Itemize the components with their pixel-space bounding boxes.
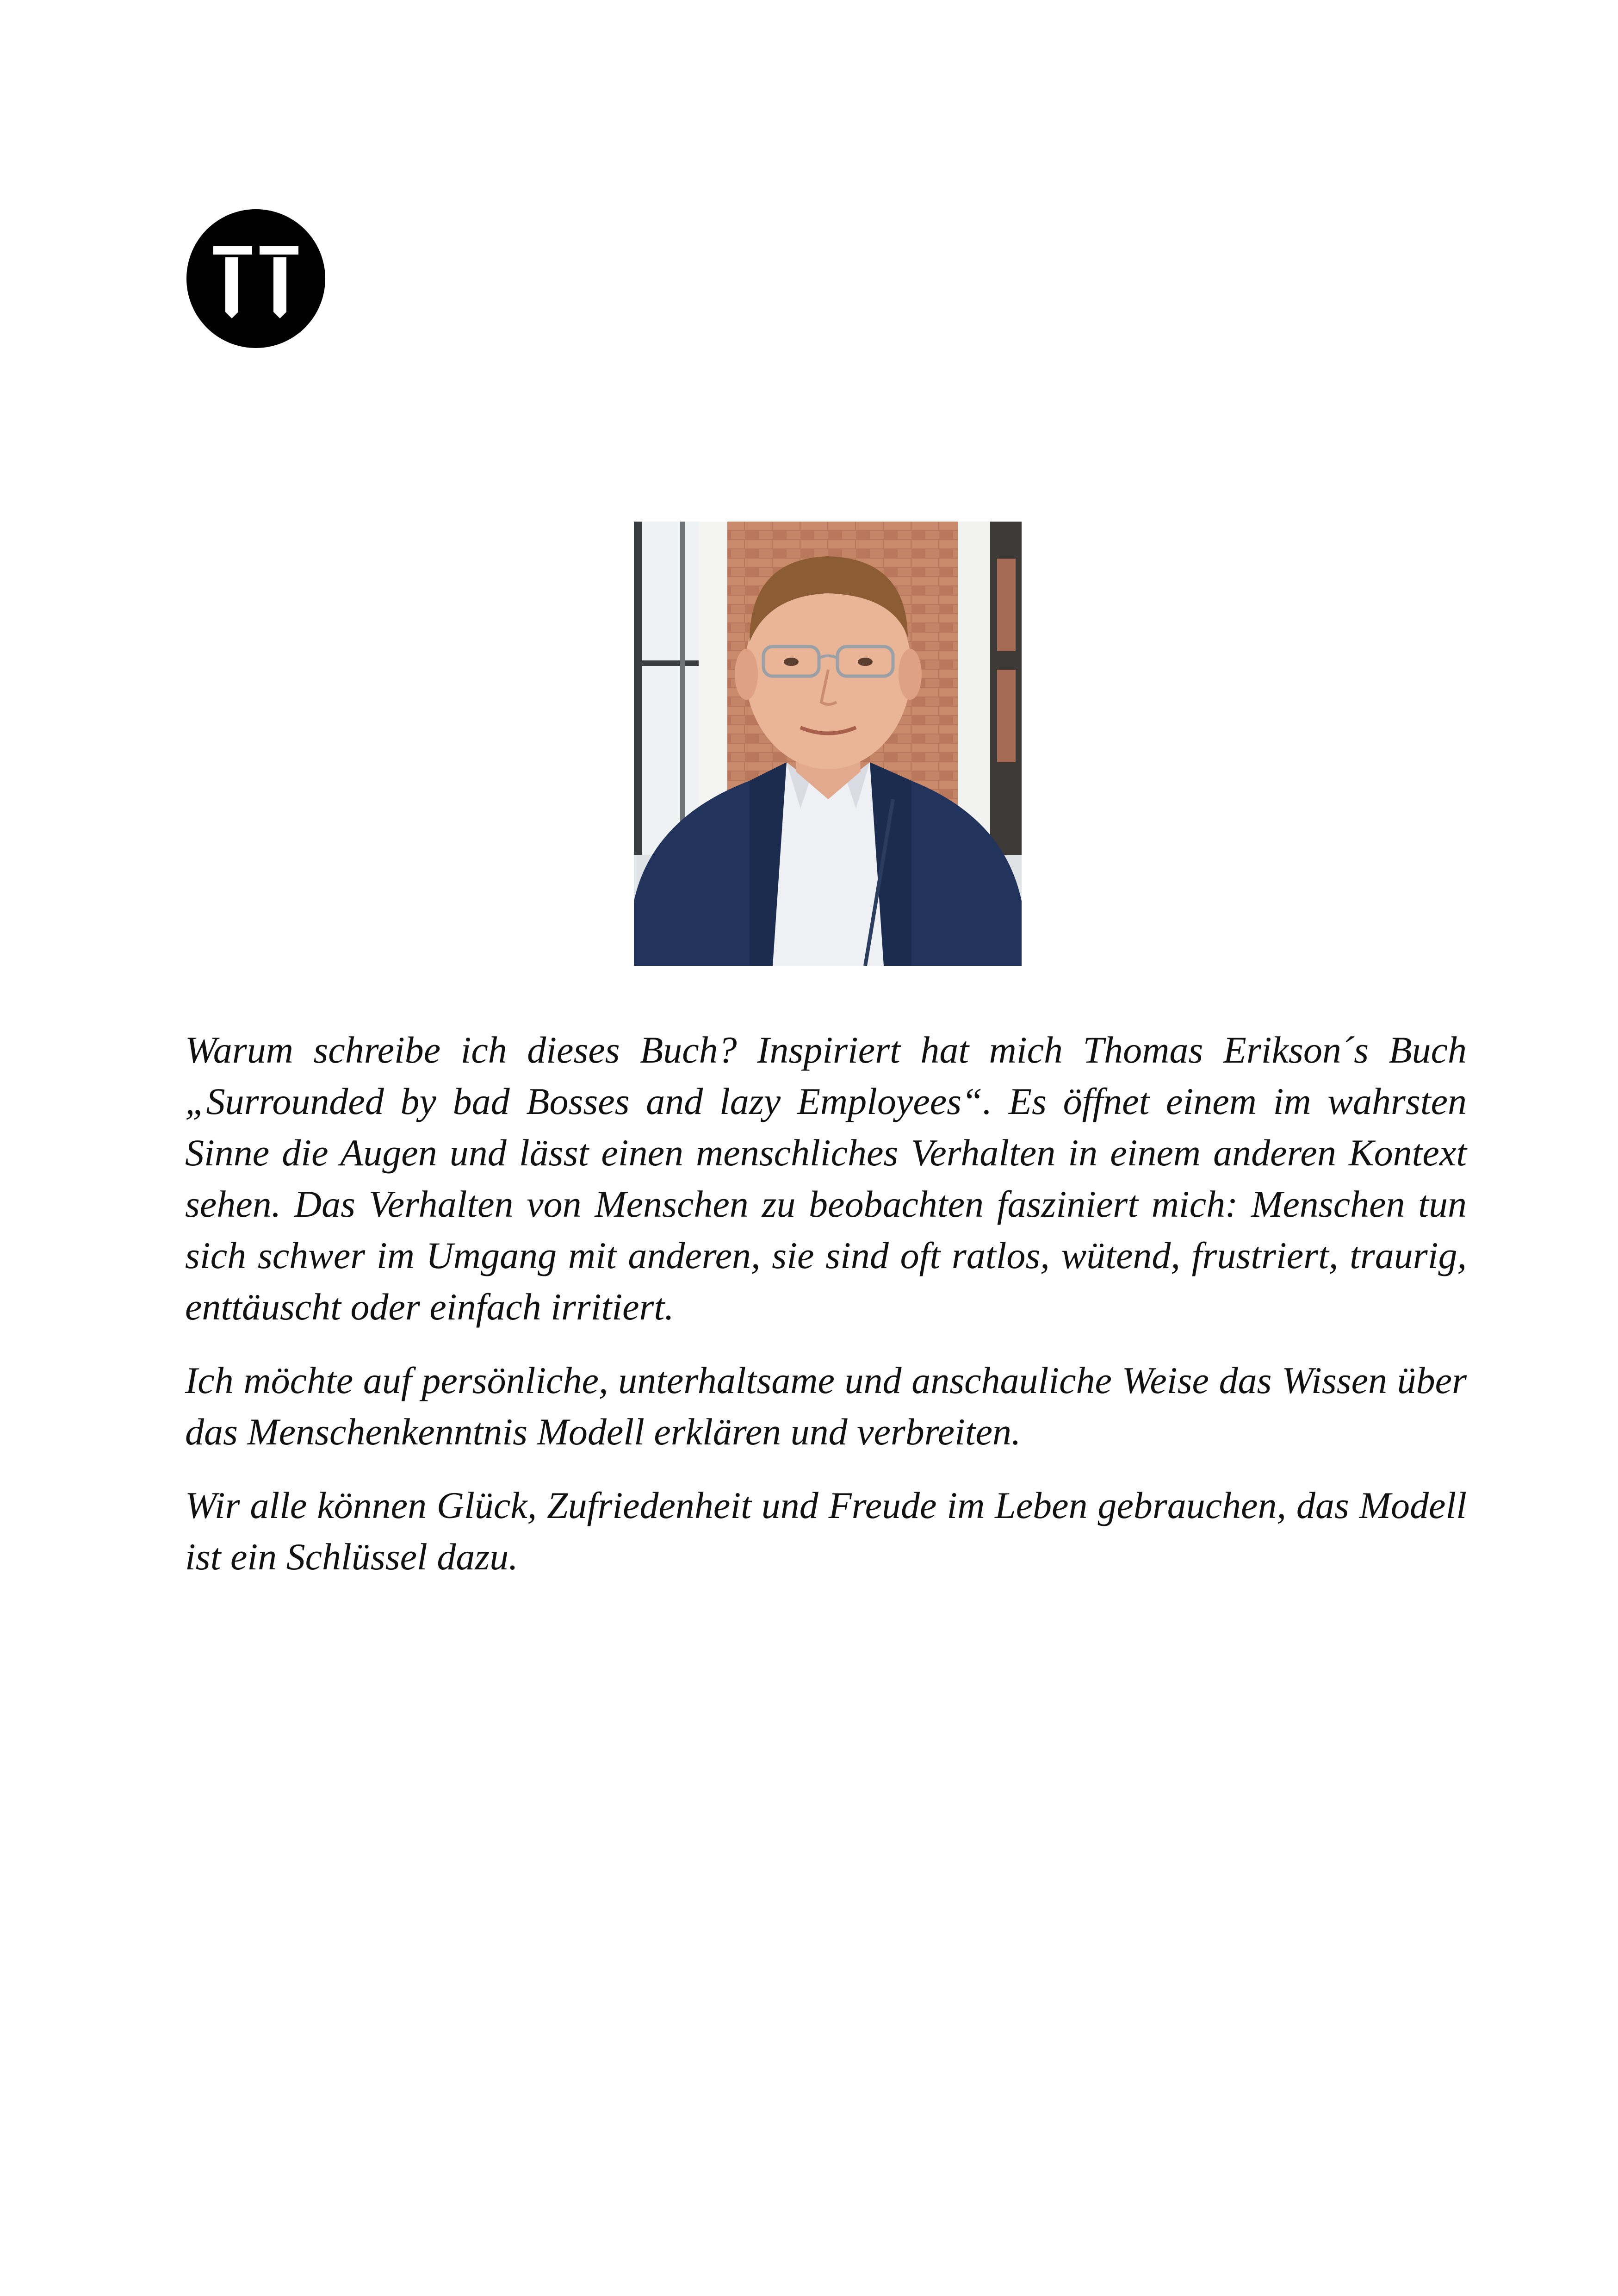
body-text — [185, 1024, 1467, 1605]
portrait-photo — [634, 522, 1022, 966]
paragraph-2: Ich möchte auf persönliche, unterhaltsame und anschauliche Weise das Wissen über das Menschenkenntnis Modell erklären und verbreiten. — [185, 1359, 1467, 1453]
paragraph-1: Warum schreibe ich dieses Buch? Inspiriert hat mich Thomas Erikson´s Buch „Surrounded by bad Bosses and lazy Employees“. Es öffnet einem im wahrsten Sinne die Augen und lässt einen menschliches Verhalten in einem anderen Kontext sehen. Das Verhalten von Menschen zu beobachten fasziniert mich: Menschen tun sich schwer im Umgang mit anderen, sie sind oft ratlos, wütend, frustriert, traurig, enttäuscht oder einfach irritiert. — [185, 1029, 1467, 1328]
tt-monogram-logo-icon — [186, 209, 325, 348]
paragraph-3: Wir alle können Glück, Zufriedenheit und Freude im Leben gebrauchen, das Modell ist ein Schlüssel dazu. — [185, 1484, 1467, 1578]
